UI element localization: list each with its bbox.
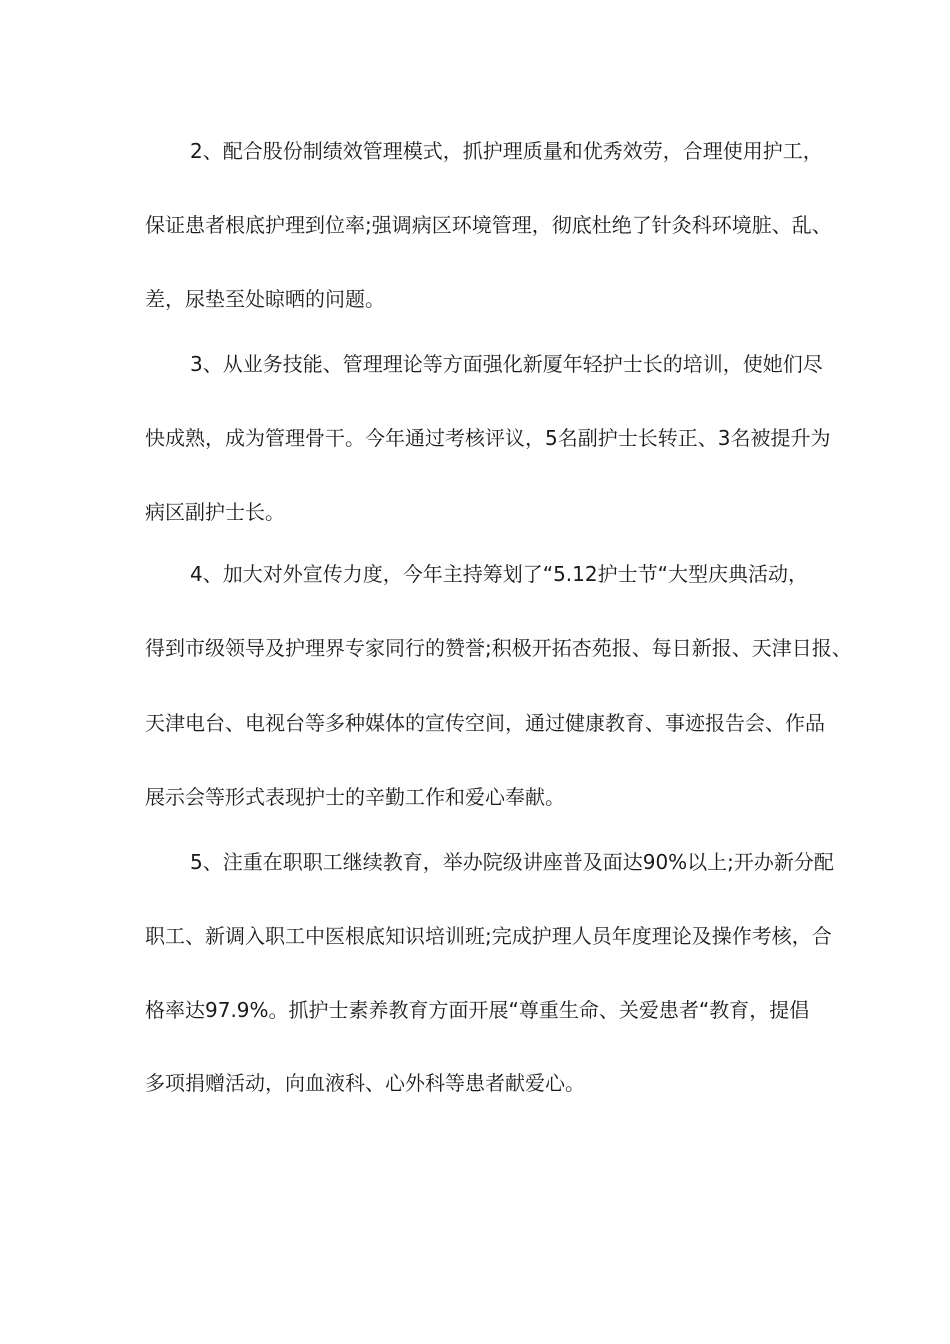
paragraph-3-line-1: 4、加大对外宣传力度，今年主持筹划了“5.12护士节“大型庆典活动， bbox=[190, 562, 808, 586]
paragraph-3-line-3: 天津电台、电视台等多种媒体的宣传空间，通过健康教育、事迹报告会、作品 bbox=[145, 711, 825, 735]
paragraph-4-line-1: 5、注重在职职工继续教育，举办院级讲座普及面达90%以上;开办新分配 bbox=[190, 850, 834, 874]
paragraph-2-line-1: 3、从业务技能、管理理论等方面强化新厦年轻护士长的培训，使她们尽 bbox=[190, 352, 823, 376]
paragraph-2-line-3: 病区副护士长。 bbox=[145, 500, 285, 524]
paragraph-4-line-2: 职工、新调入职工中医根底知识培训班;完成护理人员年度理论及操作考核，合 bbox=[145, 924, 832, 948]
paragraph-3-line-2: 得到市级领导及护理界专家同行的赞誉;积极开拓杏苑报、每日新报、天津日报、 bbox=[145, 636, 852, 660]
paragraph-4-line-3: 格率达97.9%。抓护士素养教育方面开展“尊重生命、关爱患者“教育，提倡 bbox=[145, 998, 810, 1022]
paragraph-1-line-2: 保证患者根底护理到位率;强调病区环境管理，彻底杜绝了针灸科环境脏、乱、 bbox=[145, 213, 832, 237]
paragraph-3-line-4: 展示会等形式表现护士的辛勤工作和爱心奉献。 bbox=[145, 785, 565, 809]
paragraph-4-line-4: 多项捐赠活动，向血液科、心外科等患者献爱心。 bbox=[145, 1071, 585, 1095]
paragraph-1-line-3: 差，尿垫至处晾晒的问题。 bbox=[145, 287, 385, 311]
paragraph-1-line-1: 2、配合股份制绩效管理模式，抓护理质量和优秀效劳，合理使用护工， bbox=[190, 139, 823, 163]
paragraph-2-line-2: 快成熟，成为管理骨干。今年通过考核评议，5名副护士长转正、3名被提升为 bbox=[145, 426, 831, 450]
